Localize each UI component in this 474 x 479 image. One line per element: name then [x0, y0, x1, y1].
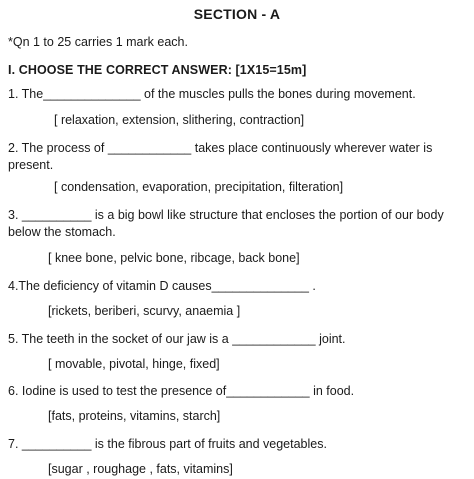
question-3: 3. __________ is a big bowl like structure that encloses the portion of our body below the stomach.	[8, 208, 448, 239]
section-title: SECTION - A	[193, 6, 281, 22]
question-1-options: [ relaxation, extension, slithering, contraction]	[54, 113, 305, 127]
question-4-options: [rickets, beriberi, scurvy, anaemia ]	[48, 304, 241, 318]
question-6-options: [fats, proteins, vitamins, starch]	[48, 409, 221, 423]
question-5-options: [ movable, pivotal, hinge, fixed]	[48, 357, 220, 371]
question-1: 1. The______________ of the muscles pulls the bones during movement.	[8, 87, 416, 101]
marks-note: *Qn 1 to 25 carries 1 mark each.	[8, 35, 188, 49]
question-5: 5. The teeth in the socket of our jaw is a ____________ joint.	[8, 332, 346, 346]
question-4: 4.The deficiency of vitamin D causes______________ .	[8, 279, 316, 293]
question-3-options: [ knee bone, pelvic bone, ribcage, back bone]	[48, 251, 300, 265]
question-7: 7. __________ is the fibrous part of fruits and vegetables.	[8, 437, 327, 451]
question-2-options: [ condensation, evaporation, precipitation, filteration]	[54, 180, 344, 194]
question-7-options: [sugar , roughage , fats, vitamins]	[48, 462, 233, 476]
question-6: 6. Iodine is used to test the presence of____________ in food.	[8, 384, 355, 398]
instruction-heading: I. CHOOSE THE CORRECT ANSWER: [1X15=15m]	[8, 63, 307, 77]
question-2: 2. The process of ____________ takes place continuously wherever water is present.	[8, 141, 436, 172]
